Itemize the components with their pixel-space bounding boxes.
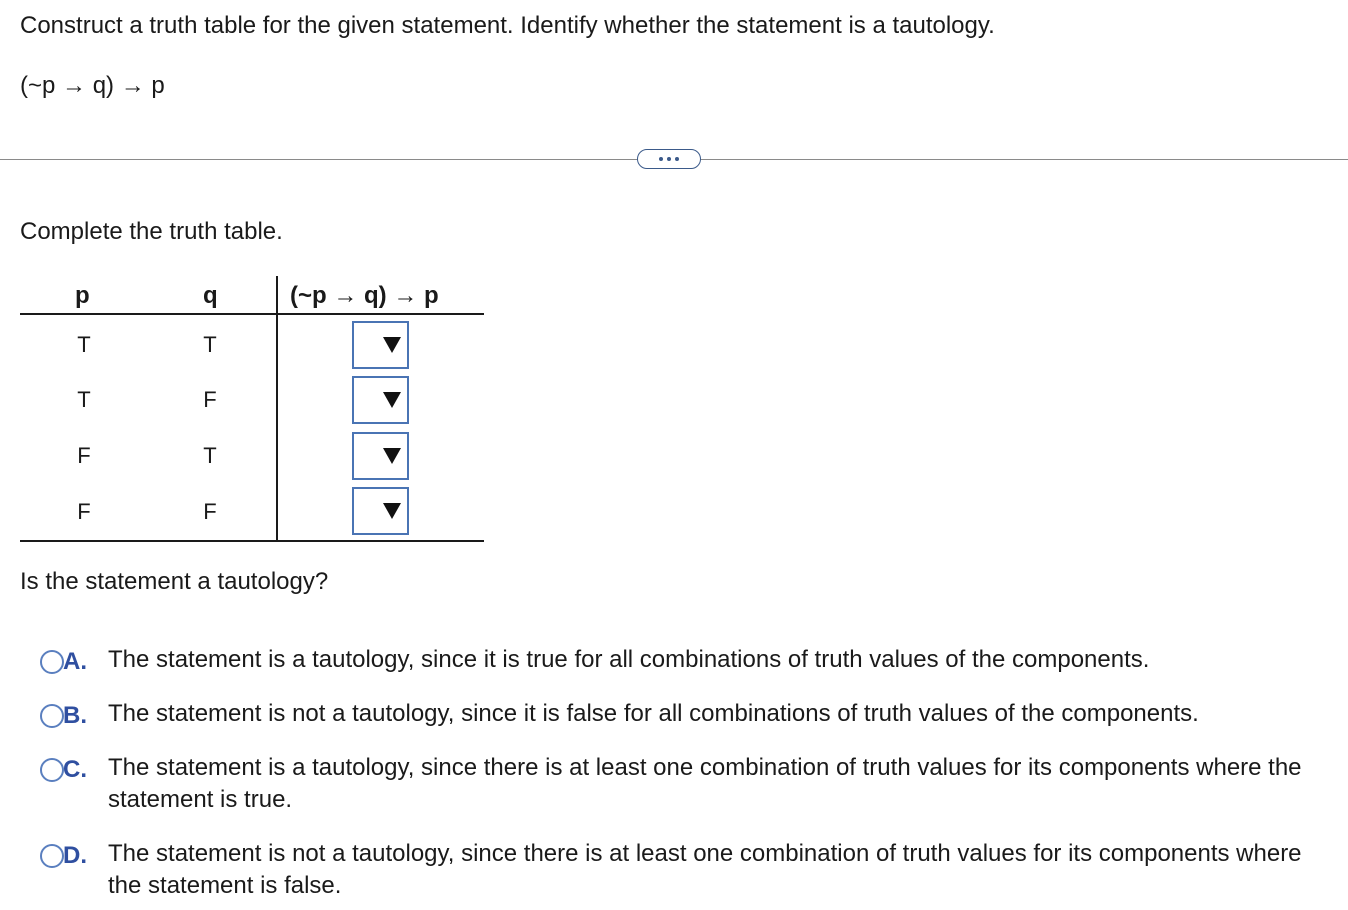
column-separator	[276, 276, 278, 542]
cell-q-row1: T	[203, 332, 217, 357]
cell-p-row4: F	[77, 499, 91, 524]
dropdown-arrow-icon	[383, 392, 401, 408]
choice-text: The statement is a tautology, since it is true for all combinations of truth values of the components.	[108, 646, 1150, 673]
cell-q-row4: F	[203, 499, 217, 524]
ellipsis-icon	[659, 157, 663, 161]
ellipsis-icon	[675, 157, 679, 161]
answer-dropdown-row1[interactable]	[352, 321, 409, 369]
header-statement: (~p → q) → p	[290, 282, 439, 309]
more-options-button[interactable]	[637, 149, 701, 169]
choice-letter: B.	[63, 702, 87, 729]
choice-letter: A.	[63, 648, 87, 675]
radio-button[interactable]	[40, 844, 64, 868]
truth-table	[20, 270, 484, 542]
cell-p-row3: F	[77, 443, 91, 468]
cell-q-row2: F	[203, 387, 217, 412]
radio-button[interactable]	[40, 650, 64, 674]
dropdown-arrow-icon	[383, 448, 401, 464]
header-p: p	[75, 282, 90, 309]
choice-text: The statement is not a tautology, since there is at least one combination of truth values for its components where the statement is false.	[108, 840, 1302, 899]
ellipsis-icon	[667, 157, 671, 161]
answer-dropdown-row3[interactable]	[352, 432, 409, 480]
choice-letter: D.	[63, 842, 87, 869]
answer-dropdown-row2[interactable]	[352, 376, 409, 424]
choice-text: The statement is not a tautology, since it is false for all combinations of truth values of the components.	[108, 700, 1199, 727]
choice-text: The statement is a tautology, since there is at least one combination of truth values for its components where the statement is true.	[108, 754, 1302, 813]
cell-p-row2: T	[77, 387, 91, 412]
header-rule	[20, 313, 484, 315]
cell-p-row1: T	[77, 332, 91, 357]
table-bottom-rule	[20, 540, 484, 542]
cell-q-row3: T	[203, 443, 217, 468]
table-prompt: Complete the truth table.	[20, 218, 283, 245]
question-text: Is the statement a tautology?	[20, 568, 329, 595]
choice-letter: C.	[63, 756, 87, 783]
header-q: q	[203, 282, 218, 309]
answer-dropdown-row4[interactable]	[352, 487, 409, 535]
dropdown-arrow-icon	[383, 337, 401, 353]
radio-button[interactable]	[40, 758, 64, 782]
instructions: Construct a truth table for the given statement. Identify whether the statement is a tautology.	[20, 12, 995, 39]
radio-button[interactable]	[40, 704, 64, 728]
statement-formula: (~p → q) → p	[20, 72, 165, 99]
dropdown-arrow-icon	[383, 503, 401, 519]
